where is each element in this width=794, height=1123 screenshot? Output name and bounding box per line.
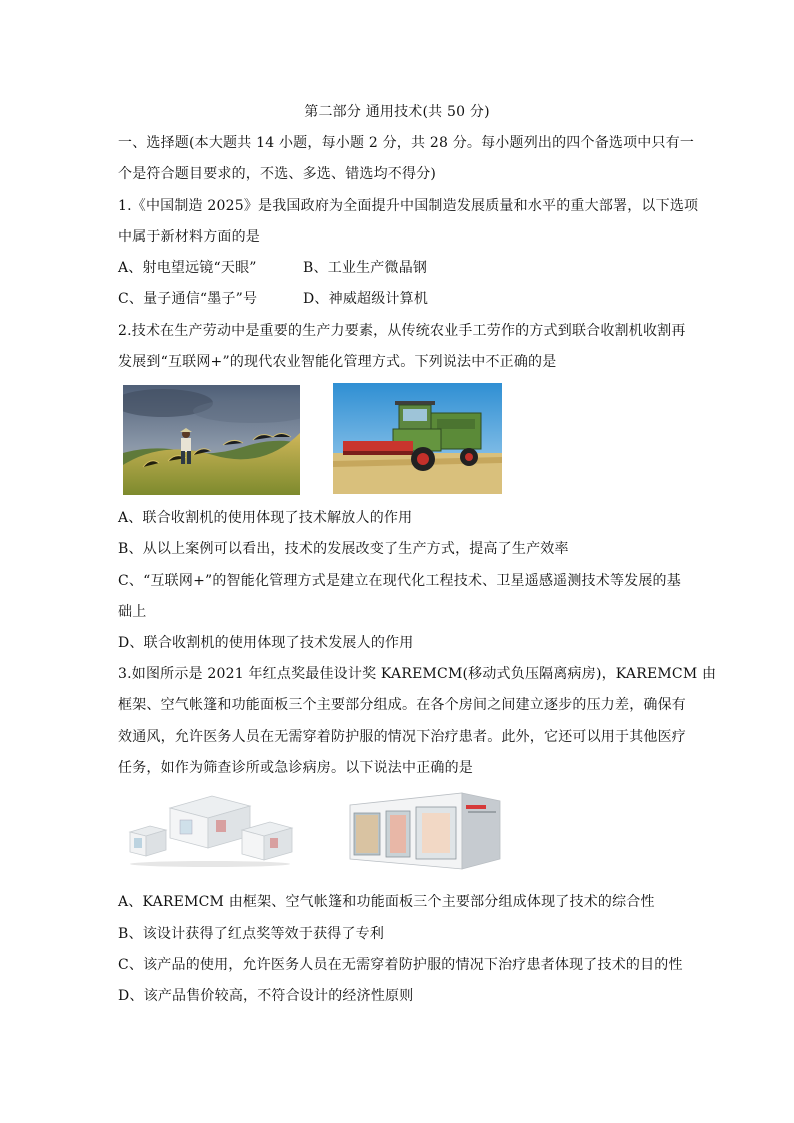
q2-stem-line-1: 2.技术在生产劳动中是重要的生产力要素，从传统农业手工劳作的方式到联合收割机收割再 [118, 323, 686, 339]
q1-stem-line-1: 1.《中国制造 2025》是我国政府为全面提升中国制造发展质量和水平的重大部署，以下选项 [118, 198, 699, 214]
q3-option-d: D、该产品售价较高，不符合设计的经济性原则 [118, 988, 414, 1004]
q3-stem-line-2: 框架、空气帐篷和功能面板三个主要部分组成。在各个房间之间建立逐步的压力差，确保有 [118, 697, 686, 713]
isolation-ward-container-render [340, 787, 502, 874]
q3-stem-line-3: 效通风，允许医务人员在无需穿着防护服的情况下治疗患者。此外，它还可以用于其他医疗 [118, 729, 686, 745]
instructions-line-2: 个是符合题目要求的，不选、多选、错选均不得分) [118, 166, 437, 182]
farmer-harvesting-rice-photo [123, 385, 300, 495]
q3-stem-line-1: 3.如图所示是 2021 年红点奖最佳设计奖 KAREMCM(移动式负压隔离病房)，KAREMCM 由 [118, 666, 717, 682]
q3-option-c: C、该产品的使用，允许医务人员在无需穿着防护服的情况下治疗患者体现了技术的目的性 [118, 957, 683, 973]
q2-option-c-line-1: C、“互联网+”的智能化管理方式是建立在现代化工程技术、卫星遥感遥测技术等发展的基 [118, 573, 681, 589]
q3-option-a: A、KAREMCM 由框架、空气帐篷和功能面板三个主要部分组成体现了技术的综合性 [118, 894, 655, 910]
q1-option-d: D、神威超级计算机 [303, 291, 429, 307]
q1-stem-line-2: 中属于新材料方面的是 [118, 229, 260, 245]
q2-option-b: B、从以上案例可以看出，技术的发展改变了生产方式，提高了生产效率 [118, 541, 569, 557]
combine-harvester-photo [333, 383, 502, 494]
q1-option-b: B、工业生产微晶钢 [303, 260, 428, 276]
q1-option-c: C、量子通信“墨子”号 [118, 291, 258, 307]
section-title: 第二部分 通用技术(共 50 分) [304, 104, 490, 120]
q2-stem-line-2: 发展到“互联网+”的现代农业智能化管理方式。下列说法中不正确的是 [118, 354, 557, 370]
q3-stem-line-4: 任务，如作为筛查诊所或急诊病房。以下说法中正确的是 [118, 760, 473, 776]
q1-option-a: A、射电望远镜“天眼” [118, 260, 257, 276]
q2-option-a: A、联合收割机的使用体现了技术解放人的作用 [118, 510, 413, 526]
modular-isolation-units-render [120, 790, 300, 870]
q3-option-b: B、该设计获得了红点奖等效于获得了专利 [118, 926, 385, 942]
q2-option-d: D、联合收割机的使用体现了技术发展人的作用 [118, 635, 414, 651]
q2-option-c-line-2: 础上 [118, 604, 147, 620]
instructions-line-1: 一、选择题(本大题共 14 小题，每小题 2 分，共 28 分。每小题列出的四个备选项中只有一 [118, 135, 695, 151]
